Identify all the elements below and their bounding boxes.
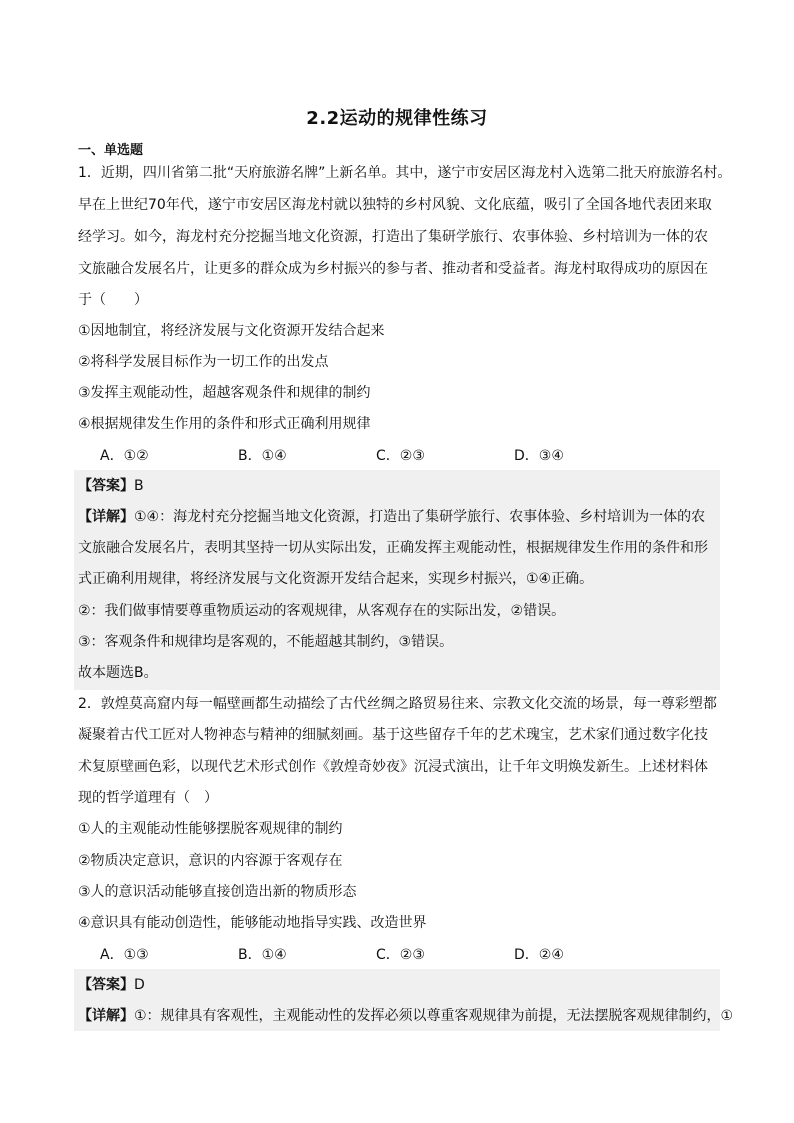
q2-stem-line: 凝聚着古代工匠对人物神态与精神的细腻刻画。基于这些留存千年的艺术瑰宝，艺术家们通过数字化技 xyxy=(78,727,708,743)
q1-options xyxy=(100,446,652,466)
q2-option-d: D．②④ xyxy=(514,947,564,963)
q1-stem-line: 经学习。如今，海龙村充分挖掘当地文化资源，打造出了集研学旅行、农事体验、乡村培训为一体的农 xyxy=(78,229,708,245)
q1-detail-line: ②：我们做事情要尊重物质运动的客观规律，从客观存在的实际出发，②错误。 xyxy=(78,603,566,619)
q1-stem-line: 文旅融合发展名片，让更多的群众成为乡村振兴的参与者、推动者和受益者。海龙村取得成功的原因在 xyxy=(78,261,708,277)
answer-label: 【答案】 xyxy=(78,977,134,993)
q1-stem-line: 早在上世纪70年代，遂宁市安居区海龙村就以独特的乡村风貌、文化底蕴，吸引了全国各地代表团来取 xyxy=(78,197,712,213)
answer-value: B xyxy=(134,478,144,494)
q2-item: ③人的意识活动能够直接创造出新的物质形态 xyxy=(78,884,357,900)
q1-item: ③发挥主观能动性，超越客观条件和规律的制约 xyxy=(78,385,371,401)
q2-item: ②物质决定意识，意识的内容源于客观存在 xyxy=(78,853,343,869)
q1-item: ①因地制宜，将经济发展与文化资源开发结合起来 xyxy=(78,323,385,339)
q2-option-a: A．①③ xyxy=(100,947,149,963)
q2-stem-line: 现的哲学道理有（ ） xyxy=(78,790,218,806)
q1-detail-line: 式正确利用规律，将经济发展与文化资源开发结合起来，实现乡村振兴，①④正确。 xyxy=(78,571,594,587)
q2-detail-line: 【详解】①：规律具有客观性，主观能动性的发挥必须以尊重客观规律为前提，无法摆脱客观规律制约，① xyxy=(78,1008,734,1024)
q1-answer xyxy=(78,476,144,496)
q2-option-b: B．①④ xyxy=(238,947,287,963)
q1-detail-line: 文旅融合发展名片，表明其坚持一切从实际出发，正确发挥主观能动性，根据规律发生作用的条件和形 xyxy=(78,540,708,556)
section-heading: 一、单选题 xyxy=(78,143,144,158)
q2-options xyxy=(100,945,652,965)
q2-option-c: C．②③ xyxy=(376,947,425,963)
q2-stem-line: 2．敦煌莫高窟内每一幅壁画都生动描绘了古代丝绸之路贸易往来、宗教文化交流的场景，每一尊彩塑都 xyxy=(78,696,717,712)
q2-stem-line: 术复原壁画色彩，以现代艺术形式创作《敦煌奇妙夜》沉浸式演出，让千年文明焕发新生。上述材料体 xyxy=(78,759,708,775)
q1-stem-line: 于（ ） xyxy=(78,292,148,308)
q1-item: ④根据规律发生作用的条件和形式正确利用规律 xyxy=(78,416,371,432)
q1-detail-line: ③：客观条件和规律均是客观的，不能超越其制约，③错误。 xyxy=(78,634,454,650)
q1-option-d: D．③④ xyxy=(514,448,564,464)
detail-label: 【详解】 xyxy=(78,509,134,525)
q1-stem-line: 1．近期，四川省第二批“天府旅游名牌”上新名单。其中，遂宁市安居区海龙村入选第二批天府旅游名村。 xyxy=(78,165,732,181)
q1-option-a: A．①② xyxy=(100,448,149,464)
q1-detail-line: 【详解】①④：海龙村充分挖掘当地文化资源，打造出了集研学旅行、农事体验、乡村培训为一体的农 xyxy=(78,509,706,525)
answer-value: D xyxy=(134,977,145,993)
detail-label: 【详解】 xyxy=(78,1008,134,1024)
q1-item: ②将科学发展目标作为一切工作的出发点 xyxy=(78,354,329,370)
answer-label: 【答案】 xyxy=(78,478,134,494)
q2-item: ①人的主观能动性能够摆脱客观规律的制约 xyxy=(78,821,343,837)
q2-answer xyxy=(78,975,145,995)
page-title: 2.2运动的规律性练习 xyxy=(306,108,488,129)
q2-item: ④意识具有能动创造性，能够能动地指导实践、改造世界 xyxy=(78,915,427,931)
q1-option-c: C．②③ xyxy=(376,448,425,464)
q1-option-b: B．①④ xyxy=(238,448,287,464)
q1-detail-line: 故本题选B。 xyxy=(78,665,158,681)
